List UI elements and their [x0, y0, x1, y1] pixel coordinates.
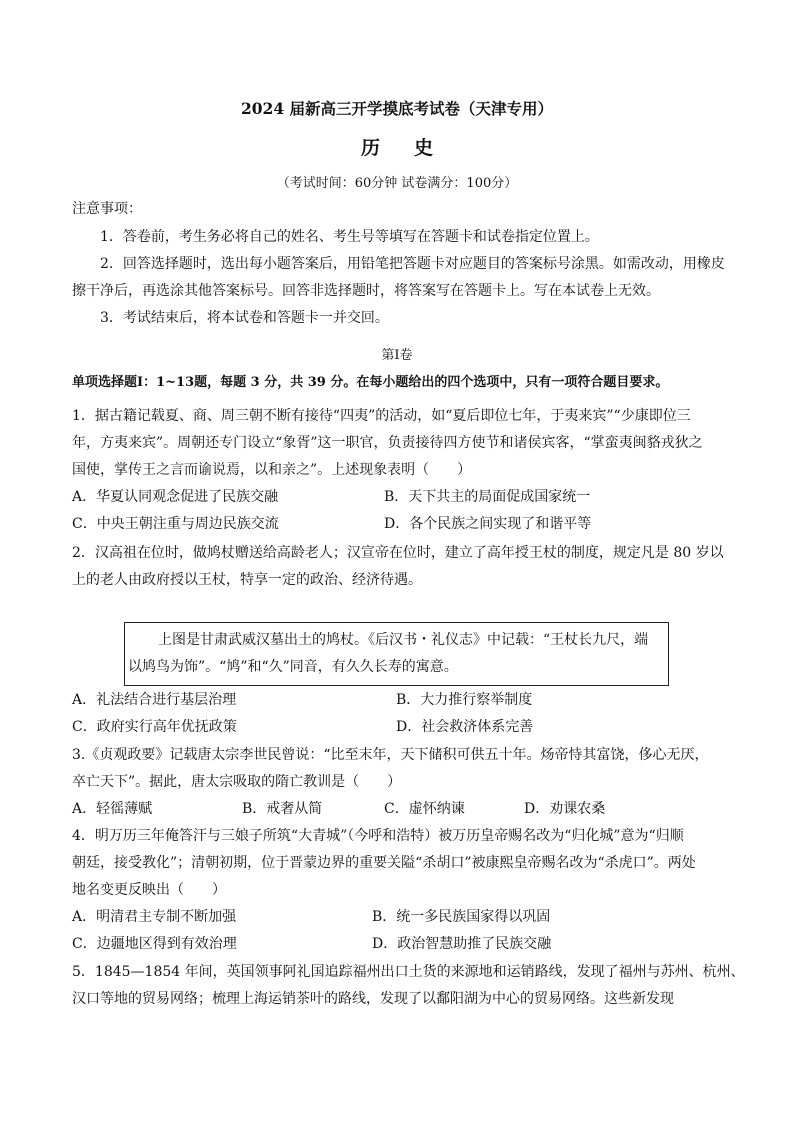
q1-option-a: A．华夏认同观念促进了民族交融 [72, 489, 279, 505]
q4-stem-line: 4．明万历三年俺答汗与三娘子所筑“大青城”（今呼和浩特）被万历皇帝赐名改为“归化城”意为“归顺 [72, 828, 684, 844]
q3-stem-line: 卒亡天下”。据此，唐太宗吸取的隋亡教训是（ ） [72, 774, 402, 790]
q1-stem-line: 1．据古籍记载夏、商、周三朝不断有接待“四夷”的活动，如“夏后即位七年，于夷来宾”“少康即位三 [72, 408, 691, 424]
section-tail: ，只有一项符合题目要求。 [512, 375, 669, 390]
section-emphasis: 四个选项中 [447, 375, 513, 390]
q2-option-b: B．大力推行察举制度 [396, 692, 533, 708]
q4-option-c: C．边疆地区得到有效治理 [72, 936, 237, 952]
subject-title: 历史 [360, 137, 467, 159]
q2-option-c: C．政府实行高年优抚政策 [72, 719, 237, 735]
q5-stem-line: 汉口等地的贸易网络；梳理上海运销茶叶的路线，发现了以鄱阳湖为中心的贸易网络。这些新发现 [72, 991, 674, 1007]
q3-option-c: C．虚怀纳谏 [384, 801, 465, 817]
q2-option-a: A．礼法结合进行基层治理 [72, 692, 237, 708]
notice-heading: 注意事项： [72, 201, 142, 217]
notice-item: 擦干净后，再选涂其他答案标号。回答非选择题时，将答案写在答题卡上。写在本试卷上无效。 [72, 283, 660, 299]
q1-option-d: D．各个民族之间实现了和谐平等 [384, 516, 592, 532]
q1-option-b: B．天下共主的局面促成国家统一 [384, 489, 591, 505]
q1-stem-line: 国使，掌传王之言而谕说焉，以和亲之”。上述现象表明（ ） [72, 462, 472, 478]
q4-option-b: B．统一多民族国家得以巩固 [372, 909, 551, 925]
q2-quote-line: 上图是甘肃武威汉墓出土的鸠杖。《后汉书・礼仪志》中记载：“王杖长九尺，端 [158, 632, 649, 648]
exam-title: 2024 届新高三开学摸底考试卷（天津专用） [240, 99, 554, 118]
q2-option-d: D．社会救济体系完善 [396, 719, 534, 735]
q1-stem-line: 年，方夷来宾”。周朝还专门设立“象胥”这一职官，负责接待四方使节和诸侯宾客，“掌蛮夷闽貉戎狄之 [72, 435, 703, 451]
notice-item: 1．答卷前，考生务必将自己的姓名、考生号等填写在答题卡和试卷指定位置上。 [100, 229, 599, 245]
q4-stem-line: 朝廷，接受教化”；清朝初期，位于晋蒙边界的重要关隘“杀胡口”被康熙皇帝赐名改为“杀虎口”。两处 [72, 855, 696, 871]
section-instructions [72, 373, 732, 393]
q4-option-d: D．政治智慧助推了民族交融 [372, 936, 552, 952]
part-heading: 第Ⅰ卷 [381, 348, 413, 363]
q3-stem-line: 3.《贞观政要》记载唐太宗李世民曾说：“比至末年，天下储积可供五十年。炀帝恃其富饶，侈心无厌， [72, 747, 709, 763]
section-lead: 单项选择题Ⅰ：1~13题，每题 3 分，共 39 分。在每小题给出的 [72, 375, 448, 390]
q2-quote-line: 以鸠鸟为饰”。“鸠”和“久”同音，有久久长寿的寓意。 [128, 659, 458, 675]
notice-item: 3．考试结束后，将本试卷和答题卡一并交回。 [100, 310, 389, 326]
q4-option-a: A．明清君主专制不断加强 [72, 909, 237, 925]
q3-option-b: B．戒奢从简 [242, 801, 323, 817]
q3-option-a: A．轻徭薄赋 [72, 801, 153, 817]
q1-option-c: C．中央王朝注重与周边民族交流 [72, 516, 279, 532]
notice-item: 2．回答选择题时，选出每小题答案后，用铅笔把答题卡对应题目的答案标号涂黑。如需改动，用橡皮 [100, 256, 725, 272]
q3-option-d: D．劝课农桑 [524, 801, 606, 817]
q2-quote-box [124, 622, 669, 686]
q4-stem-line: 地名变更反映出（ ） [72, 882, 226, 898]
q2-stem-line: 2．汉高祖在位时，做鸠杖赠送给高龄老人；汉宣帝在位时，建立了高年授王杖的制度，规定凡是 80 岁以 [72, 545, 724, 561]
q2-stem-line: 上的老人由政府授以王杖，特享一定的政治、经济待遇。 [72, 572, 422, 588]
q5-stem-line: 5．1845—1854 年间，英国领事阿礼国追踪福州出口土货的来源地和运销路线，发现了福州与苏州、杭州、 [72, 964, 745, 980]
exam-info: （考试时间：60分钟 试卷满分：100分） [276, 176, 518, 191]
